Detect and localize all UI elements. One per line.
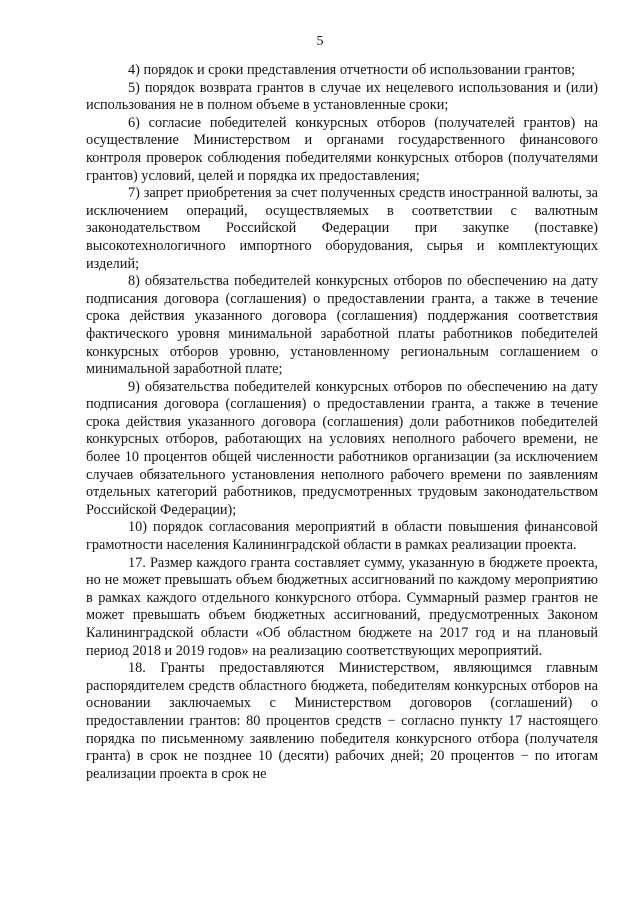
paragraph-item-5: 5) порядок возврата грантов в случае их нецелевого использования и (или) использования не в полном объеме в установленные сроки; (86, 79, 598, 114)
paragraph-item-4: 4) порядок и сроки представления отчетности об использовании грантов; (128, 62, 576, 78)
paragraph-clause-18: 18. Гранты предоставляются Министерством, являющимся главным распорядителем средств областного бюджета, победителям конкурсных отборов на основании заключаемых с Министерством договоров (соглашений) о предоставлении грантов: 80 процентов средств − согласно пункту 17 настоящего порядка по письменному заявлению победителя конкурсного отбора (получателя гранта) в срок не позднее 10 (десяти) рабочих дней; 20 процентов − по итогам реализации проекта в срок не (86, 660, 598, 782)
paragraph-item-9: 9) обязательства победителей конкурсных отборов по обеспечению на дату подписания договора (соглашения) о предоставлении гранта, а также в течение срока действия указанного договора (соглашения) доли работников победителей конкурсных отборов, работающих на условиях неполного рабочего времени, не более 10 процентов общей численности работников организации (за исключением случаев обязательного установления неполного рабочего времени по заявлениям отдельных категорий работников, предусмотренных трудовым законодательством Российской Федерации); (86, 378, 598, 518)
paragraph-item-7: 7) запрет приобретения за счет полученных средств иностранной валюты, за исключением операций, осуществляемых в соответствии с валютным законодательством Российской Федерации при закупке (поставке) высокотехнологичного импортного оборудования, сырья и комплектующих изделий; (86, 185, 598, 272)
paragraph-item-10: 10) порядок согласования мероприятий в области повышения финансовой грамотности населения Калининградской области в рамках реализации проекта. (86, 519, 598, 554)
paragraph-item-6: 6) согласие победителей конкурсных отборов (получателей грантов) на осуществление Министерством и органами государственного финансового контроля проверок соблюдения победителями конкурсных отборов (получателями грантов) условий, целей и порядка их предоставления; (86, 114, 598, 184)
document-body (86, 62, 598, 783)
page-number: 5 (316, 34, 324, 49)
paragraph-item-8: 8) обязательства победителей конкурсных отборов по обеспечению на дату подписания договора (соглашения) о предоставлении гранта, а также в течение срока действия указанного договора (соглашения) поддержания соответствия фактического уровня минимальной заработной платы работников победителей конкурсных отборов уровню, установленному региональным соглашением о минимальной заработной плате; (86, 273, 598, 378)
paragraph-clause-17: 17. Размер каждого гранта составляет сумму, указанную в бюджете проекта, но не может превышать объем бюджетных ассигнований по каждому мероприятию в рамках каждого отдельного конкурсного отбора. Суммарный размер грантов не может превышать объем бюджетных ассигнований, предусмотренных Законом Калининградской области «Об областном бюджете на 2017 год и на плановый период 2018 и 2019 годов» на реализацию соответствующих мероприятий. (86, 554, 598, 659)
